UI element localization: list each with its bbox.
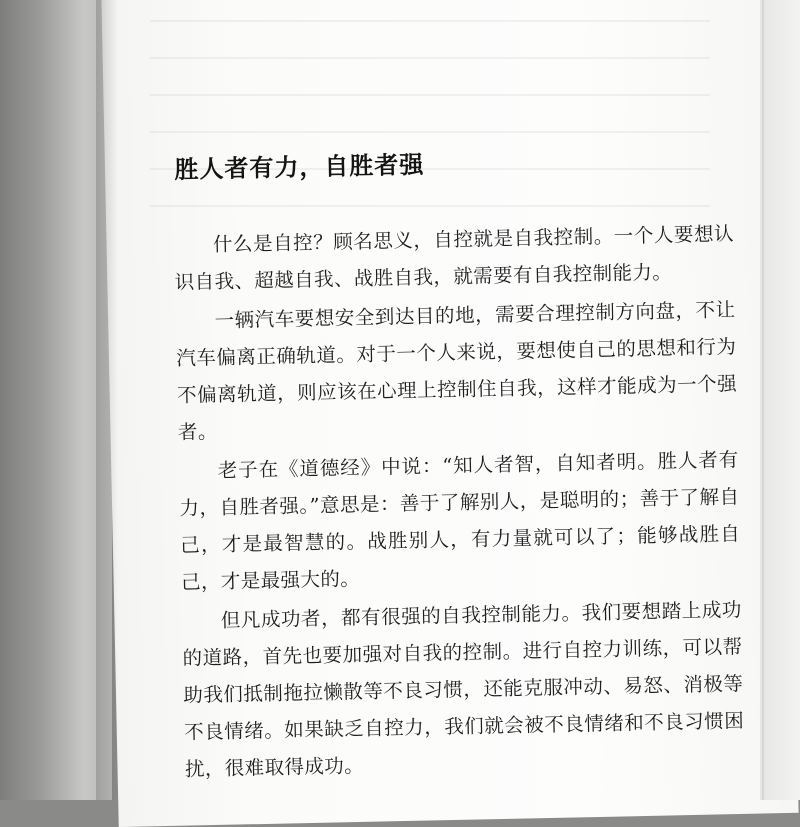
paragraph-3: 老子在《道德经》中说：“知人者智，自知者明。胜人者有力，自胜者强。”意思是：善于了解别人，是聪明的；善于了解自己，才是最智慧的。战胜别人，有力量就可以了；能够战胜自己，才是最强大的。 — [179, 448, 741, 594]
paragraph-1: 什么是自控？顾名思义，自控就是自我控制。一个人要想认识自我、超越自我、战胜自我，就需要有自我控制能力。 — [174, 222, 735, 294]
right-page-edge — [760, 0, 800, 800]
paragraph-4: 但凡成功者，都有很强的自我控制能力。我们要想踏上成功的道路，首先也要加强对自我的控制。进行自控力训练，可以帮助我们抵制拖拉懒散等不良习惯，还能克服冲动、易怒、消极等不良情绪。如果缺乏自控力，我们就会被不良情绪和不良习惯困扰，很难取得成功。 — [182, 598, 745, 781]
gutter-shadow — [96, 0, 118, 800]
section-title: 胜人者有力，自胜者强 — [174, 150, 425, 184]
page-edge-line — [762, 0, 764, 800]
page-content — [172, 138, 745, 790]
paragraph-2: 一辆汽车要想安全到达目的地，需要合理控制方向盘，不让汽车偏离正确轨道。对于一个人来说，要想使自己的思想和行为不偏离轨道，则应该在心理上控制住自我，这样才能成为一个强者。 — [176, 298, 738, 444]
